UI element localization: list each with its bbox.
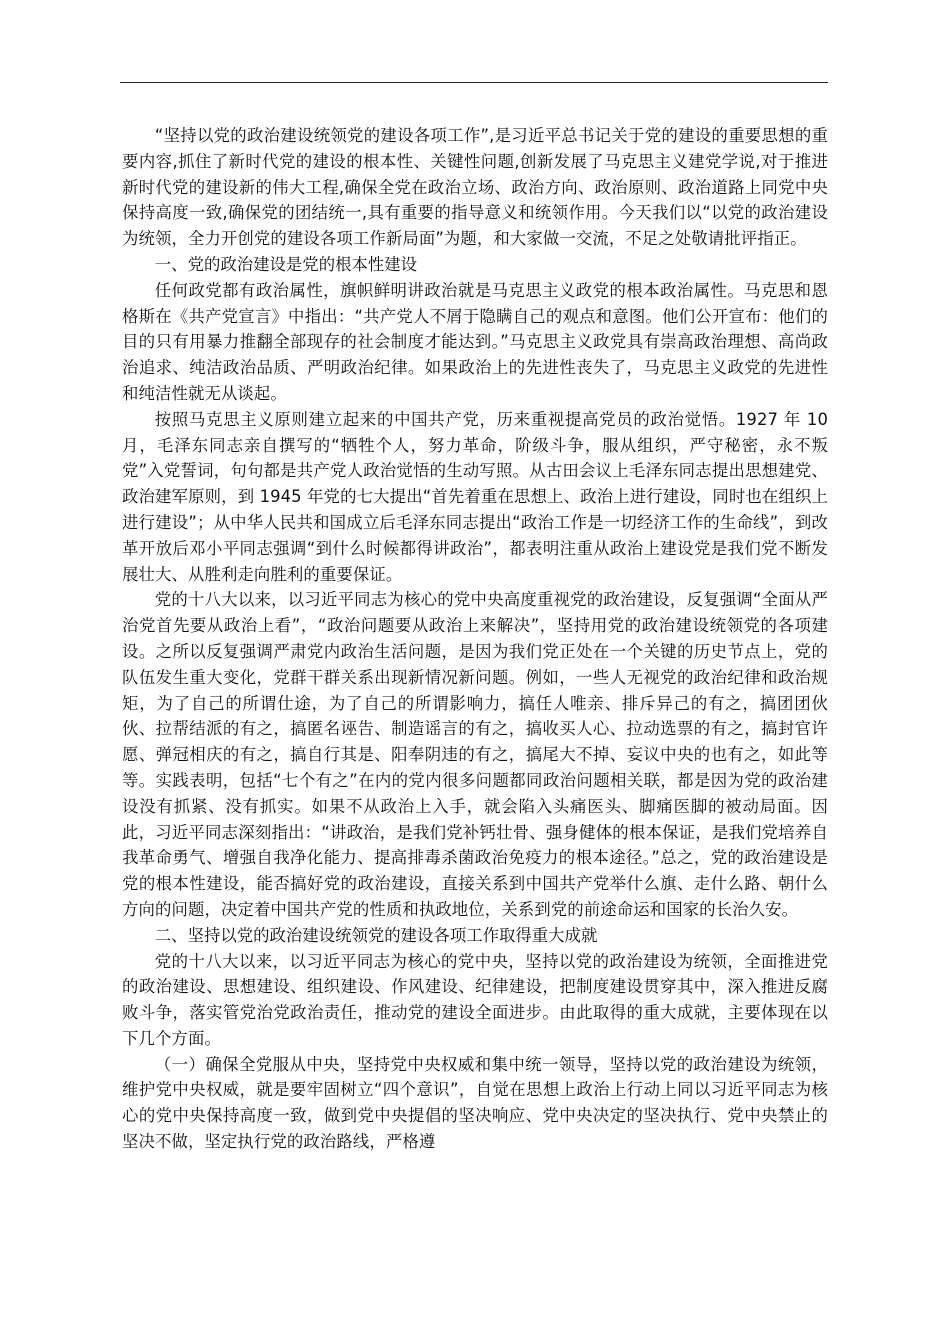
paragraph: 党的十八大以来，以习近平同志为核心的党中央，坚持以党的政治建设为统领，全面推进党的政治建设、思想建设、组织建设、作风建设、纪律建设，把制度建设贯穿其中，深入推进反腐败斗争，落实管党治党政治责任，推动党的建设全面进步。由此取得的重大成就，主要体现在以下几个方面。	[122, 951, 828, 1048]
document-body	[122, 123, 828, 1155]
paragraph: 任何政党都有政治属性，旗帜鲜明讲政治就是马克思主义政党的根本政治属性。马克思和恩格斯在《共产党宣言》中指出：“共产党人不屑于隐瞒自己的观点和意图。他们公开宣布：他们的目的只有用暴力推翻全部现存的社会制度才能达到。”马克思主义政党具有崇高政治理想、高尚政治追求、纯洁政治品质、严明政治纪律。如果政治上的先进性丧失了，马克思主义政党的先进性和纯洁性就无从谈起。	[122, 280, 828, 403]
paragraph: 按照马克思主义原则建立起来的中国共产党，历来重视提高党员的政治觉悟。1927 年 10 月，毛泽东同志亲自撰写的“牺牲个人，努力革命，阶级斗争，服从组织，严守秘密，永不叛党”入党誓词，句句都是共产党人政治觉悟的生动写照。从古田会议上毛泽东同志提出思想建党、政治建军原则，到 1945 年党的七大提出“首先着重在思想上、政治上进行建设，同时也在组织上进行建设”；从中华人民共和国成立后毛泽东同志提出“政治工作是一切经济工作的生命线”，到改革开放后邓小平同志强调“到什么时候都得讲政治”，都表明注重从政治上建设党是我们党不断发展壮大、从胜利走向胜利的重要保证。	[122, 409, 828, 584]
paragraph: （一）确保全党服从中央，坚持党中央权威和集中统一领导，坚持以党的政治建设为统领，维护党中央权威，就是要牢固树立“四个意识”，自觉在思想上政治上行动上同以习近平同志为核心的党中央保持高度一致，做到党中央提倡的坚决响应、党中央决定的坚决执行、党中央禁止的坚决不做，坚定执行党的政治路线，严格遵	[122, 1054, 828, 1152]
section-heading-2: 二、坚持以党的政治建设统领党的建设各项工作取得重大成就	[154, 925, 598, 945]
paragraph: 党的十八大以来，以习近平同志为核心的党中央高度重视党的政治建设，反复强调“全面从严治党首先要从政治上看”，“政治问题要从政治上来解决”，坚持用党的政治建设统领党的各项建设。之所以反复强调严肃党内政治生活问题，是因为我们党正处在一个关键的历史节点上，党的队伍发生重大变化，党群干群关系出现新情况新问题。例如，一些人无视党的政治纪律和政治规矩，为了自己的所谓仕途，为了自己的所谓影响力，搞任人唯亲、排斥异己的有之，搞团团伙伙、拉帮结派的有之，搞匿名诬告、制造谣言的有之，搞收买人心、拉动选票的有之，搞封官许愿、弹冠相庆的有之，搞自行其是、阳奉阴违的有之，搞尾大不掉、妄议中央的也有之，如此等等。实践表明，包括“七个有之”在内的党内很多问题都同政治问题相关联，都是因为党的政治建设没有抓紧、没有抓实。如果不从政治上入手，就会陷入头痛医头、脚痛医脚的被动局面。因此，习近平同志深刻指出：“讲政治，是我们党补钙壮骨、强身健体的根本保证，是我们党培养自我革命勇气、增强自我净化能力、提高排毒杀菌政治免疫力的根本途径。”总之，党的政治建设是党的根本性建设，能否搞好党的政治建设，直接关系到中国共产党举什么旗、走什么路、朝什么方向的问题，决定着中国共产党的性质和执政地位，关系到党的前途命运和国家的长治久安。	[122, 590, 828, 919]
section-heading-1: 一、党的政治建设是党的根本性建设	[154, 254, 418, 274]
intro-paragraph: “坚持以党的政治建设统领党的建设各项工作”,是习近平总书记关于党的建设的重要思想的重要内容,抓住了新时代党的建设的根本性、关键性问题,创新发展了马克思主义建党学说,对于推进新时代党的建设新的伟大工程,确保全党在政治立场、政治方向、政治原则、政治道路上同党中央保持高度一致,确保党的团结统一,具有重要的指导意义和统领作用。今天我们以“以党的政治建设为统领，全力开创党的建设各项工作新局面”为题，和大家做一交流，不足之处敬请批评指正。	[122, 126, 828, 249]
header-rule	[120, 82, 828, 83]
